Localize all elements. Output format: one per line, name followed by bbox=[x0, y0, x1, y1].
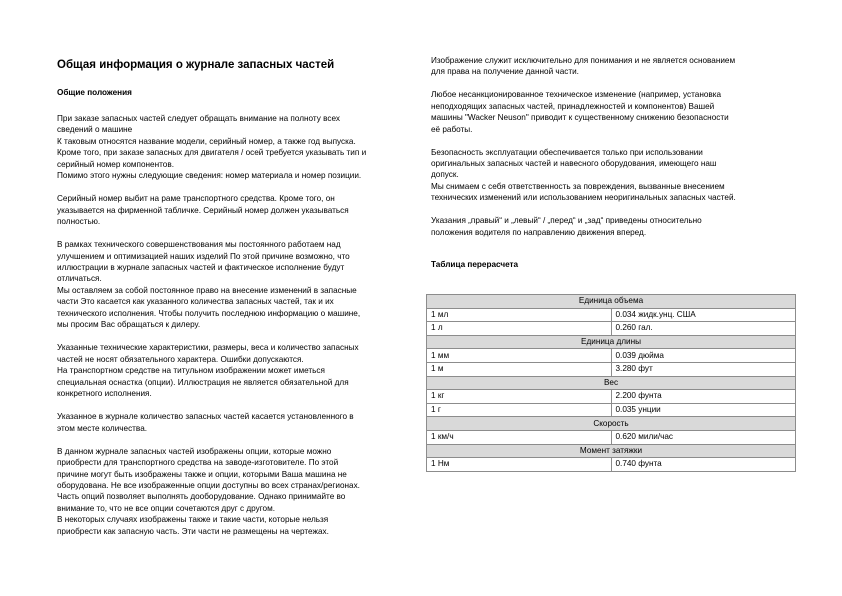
table-cell-unit: 1 л bbox=[427, 322, 612, 336]
table-group-header bbox=[427, 417, 796, 431]
table-row bbox=[427, 349, 796, 363]
table-row bbox=[427, 403, 796, 417]
table-title: Таблица перерасчета bbox=[431, 260, 519, 270]
table-cell-unit: 1 Нм bbox=[427, 458, 612, 472]
left-column bbox=[57, 58, 392, 537]
paragraph-specifications: Указанные технические характеристики, размеры, веса и количество запасных частей не носят обязательного характера. Ошибки допускаются. На транспортном средстве на титульном изображении может иметься специальная оснастка (опции). Иллюстрация не является обязательной для конкретного исполнения. bbox=[57, 343, 359, 398]
table-row bbox=[427, 430, 796, 444]
table-group-header bbox=[427, 376, 796, 390]
section-heading: Общие положения bbox=[57, 88, 132, 97]
conversion-table bbox=[426, 294, 796, 472]
table-cell-unit: 1 мм bbox=[427, 349, 612, 363]
table-cell-unit: 1 м bbox=[427, 362, 612, 376]
group-name-speed: Скорость bbox=[427, 417, 796, 431]
paragraph-improvements: В рамках технического совершенствования мы постоянного работаем над улучшением и оптимизацией наших изделий По этой причине возможно, что иллюстрации в журнале запасных частей и фактическое исполнение будут отличаться. Мы оставляем за собой постоянное право на внесение изменений в запасные части Это касается как указанного количества запасных частей, так и их технического исполнения. Чтобы получить последнюю информацию о машине, мы просим Вас обращаться к дилеру. bbox=[57, 240, 361, 330]
paragraph-options: В данном журнале запасных частей изображены опции, которые можно приобрести для транспортного средства на заводе-изготовителе. По этой причине могут быть изображены также и опции, которыми Ваша машина не оборудована. Не все изображенные опции доступны во всех странах/регионах. Часть опций позволяет выполнять дооборудование. Однако принимайте во внимание то, что не все опции сочетаются друг с другом. В некоторых случаях изображены также и такие части, которые нельзя приобрести как запасную часть. Эти части не размещены на чертежах. bbox=[57, 446, 360, 536]
paragraph-safety: Безопасность эксплуатации обеспечивается только при использовании оригинальных запасных частей и навесного оборудования, имеющего наш допуск. Мы снимаем с себя ответственность за повреждения, вызванные внесением технических изменений или использованием неоригинальных запасных частей. bbox=[431, 147, 736, 203]
table-row bbox=[427, 390, 796, 404]
group-name-length: Единица длины bbox=[427, 335, 796, 349]
table-cell-unit: 1 км/ч bbox=[427, 430, 612, 444]
table-cell-value: 0.620 мили/час bbox=[611, 430, 796, 444]
table-cell-value: 0.034 жидк.унц. США bbox=[611, 308, 796, 322]
table-cell-value: 0.260 гал. bbox=[611, 322, 796, 336]
right-column bbox=[431, 55, 795, 270]
table-row bbox=[427, 322, 796, 336]
table-row bbox=[427, 458, 796, 472]
table-cell-value: 2.200 фунта bbox=[611, 390, 796, 404]
paragraph-directions: Указания „правый“ и „левый“ / „перед“ и „зад“ приведены относительно положения водителя по направлению движения вперед. bbox=[431, 216, 702, 237]
table-cell-value: 0.035 унции bbox=[611, 403, 796, 417]
paragraph-serial-number: Серийный номер выбит на раме транспортного средства. Кроме того, он указывается на фирменной табличке. Серийный номер должен указываться полностью. bbox=[57, 194, 349, 227]
table-cell-value: 0.740 фунта bbox=[611, 458, 796, 472]
paragraph-quantity: Указанное в журнале количество запасных частей касается установленного в этом месте количества. bbox=[57, 412, 354, 433]
group-name-volume: Единица объема bbox=[427, 295, 796, 309]
paragraph-order-info: При заказе запасных частей следует обращать внимание на полноту всех сведений о машине К таковым относятся название модели, серийный номер, а также год выпуска. Кроме того, при заказе запасных для двигателя / осей требуется указывать тип и серийный номер компонентов. Помимо этого нужны следующие сведения: номер материала и номер позиции. bbox=[57, 114, 367, 181]
table-cell-value: 0.039 дюйма bbox=[611, 349, 796, 363]
table-group-header bbox=[427, 335, 796, 349]
page-title: Общая информация о журнале запасных частей bbox=[57, 59, 335, 71]
table-cell-value: 3.280 фут bbox=[611, 362, 796, 376]
group-name-weight: Вес bbox=[427, 376, 796, 390]
table-cell-unit: 1 кг bbox=[427, 390, 612, 404]
table-group-header bbox=[427, 295, 796, 309]
table-row bbox=[427, 362, 796, 376]
group-name-torque: Момент затяжки bbox=[427, 444, 796, 458]
table-cell-unit: 1 мл bbox=[427, 308, 612, 322]
paragraph-illustration: Изображение служит исключительно для понимания и не является основанием для права на получение данной части. bbox=[431, 56, 736, 77]
table-row bbox=[427, 308, 796, 322]
paragraph-unauthorized-changes: Любое несанкционированное техническое изменение (например, установка неподходящих запасных частей, принадлежностей и компонентов) Вашей машины "Wacker Neuson" приводит к существенному снижению безопасности её работы. bbox=[431, 90, 729, 134]
table-group-header bbox=[427, 444, 796, 458]
table-cell-unit: 1 г bbox=[427, 403, 612, 417]
